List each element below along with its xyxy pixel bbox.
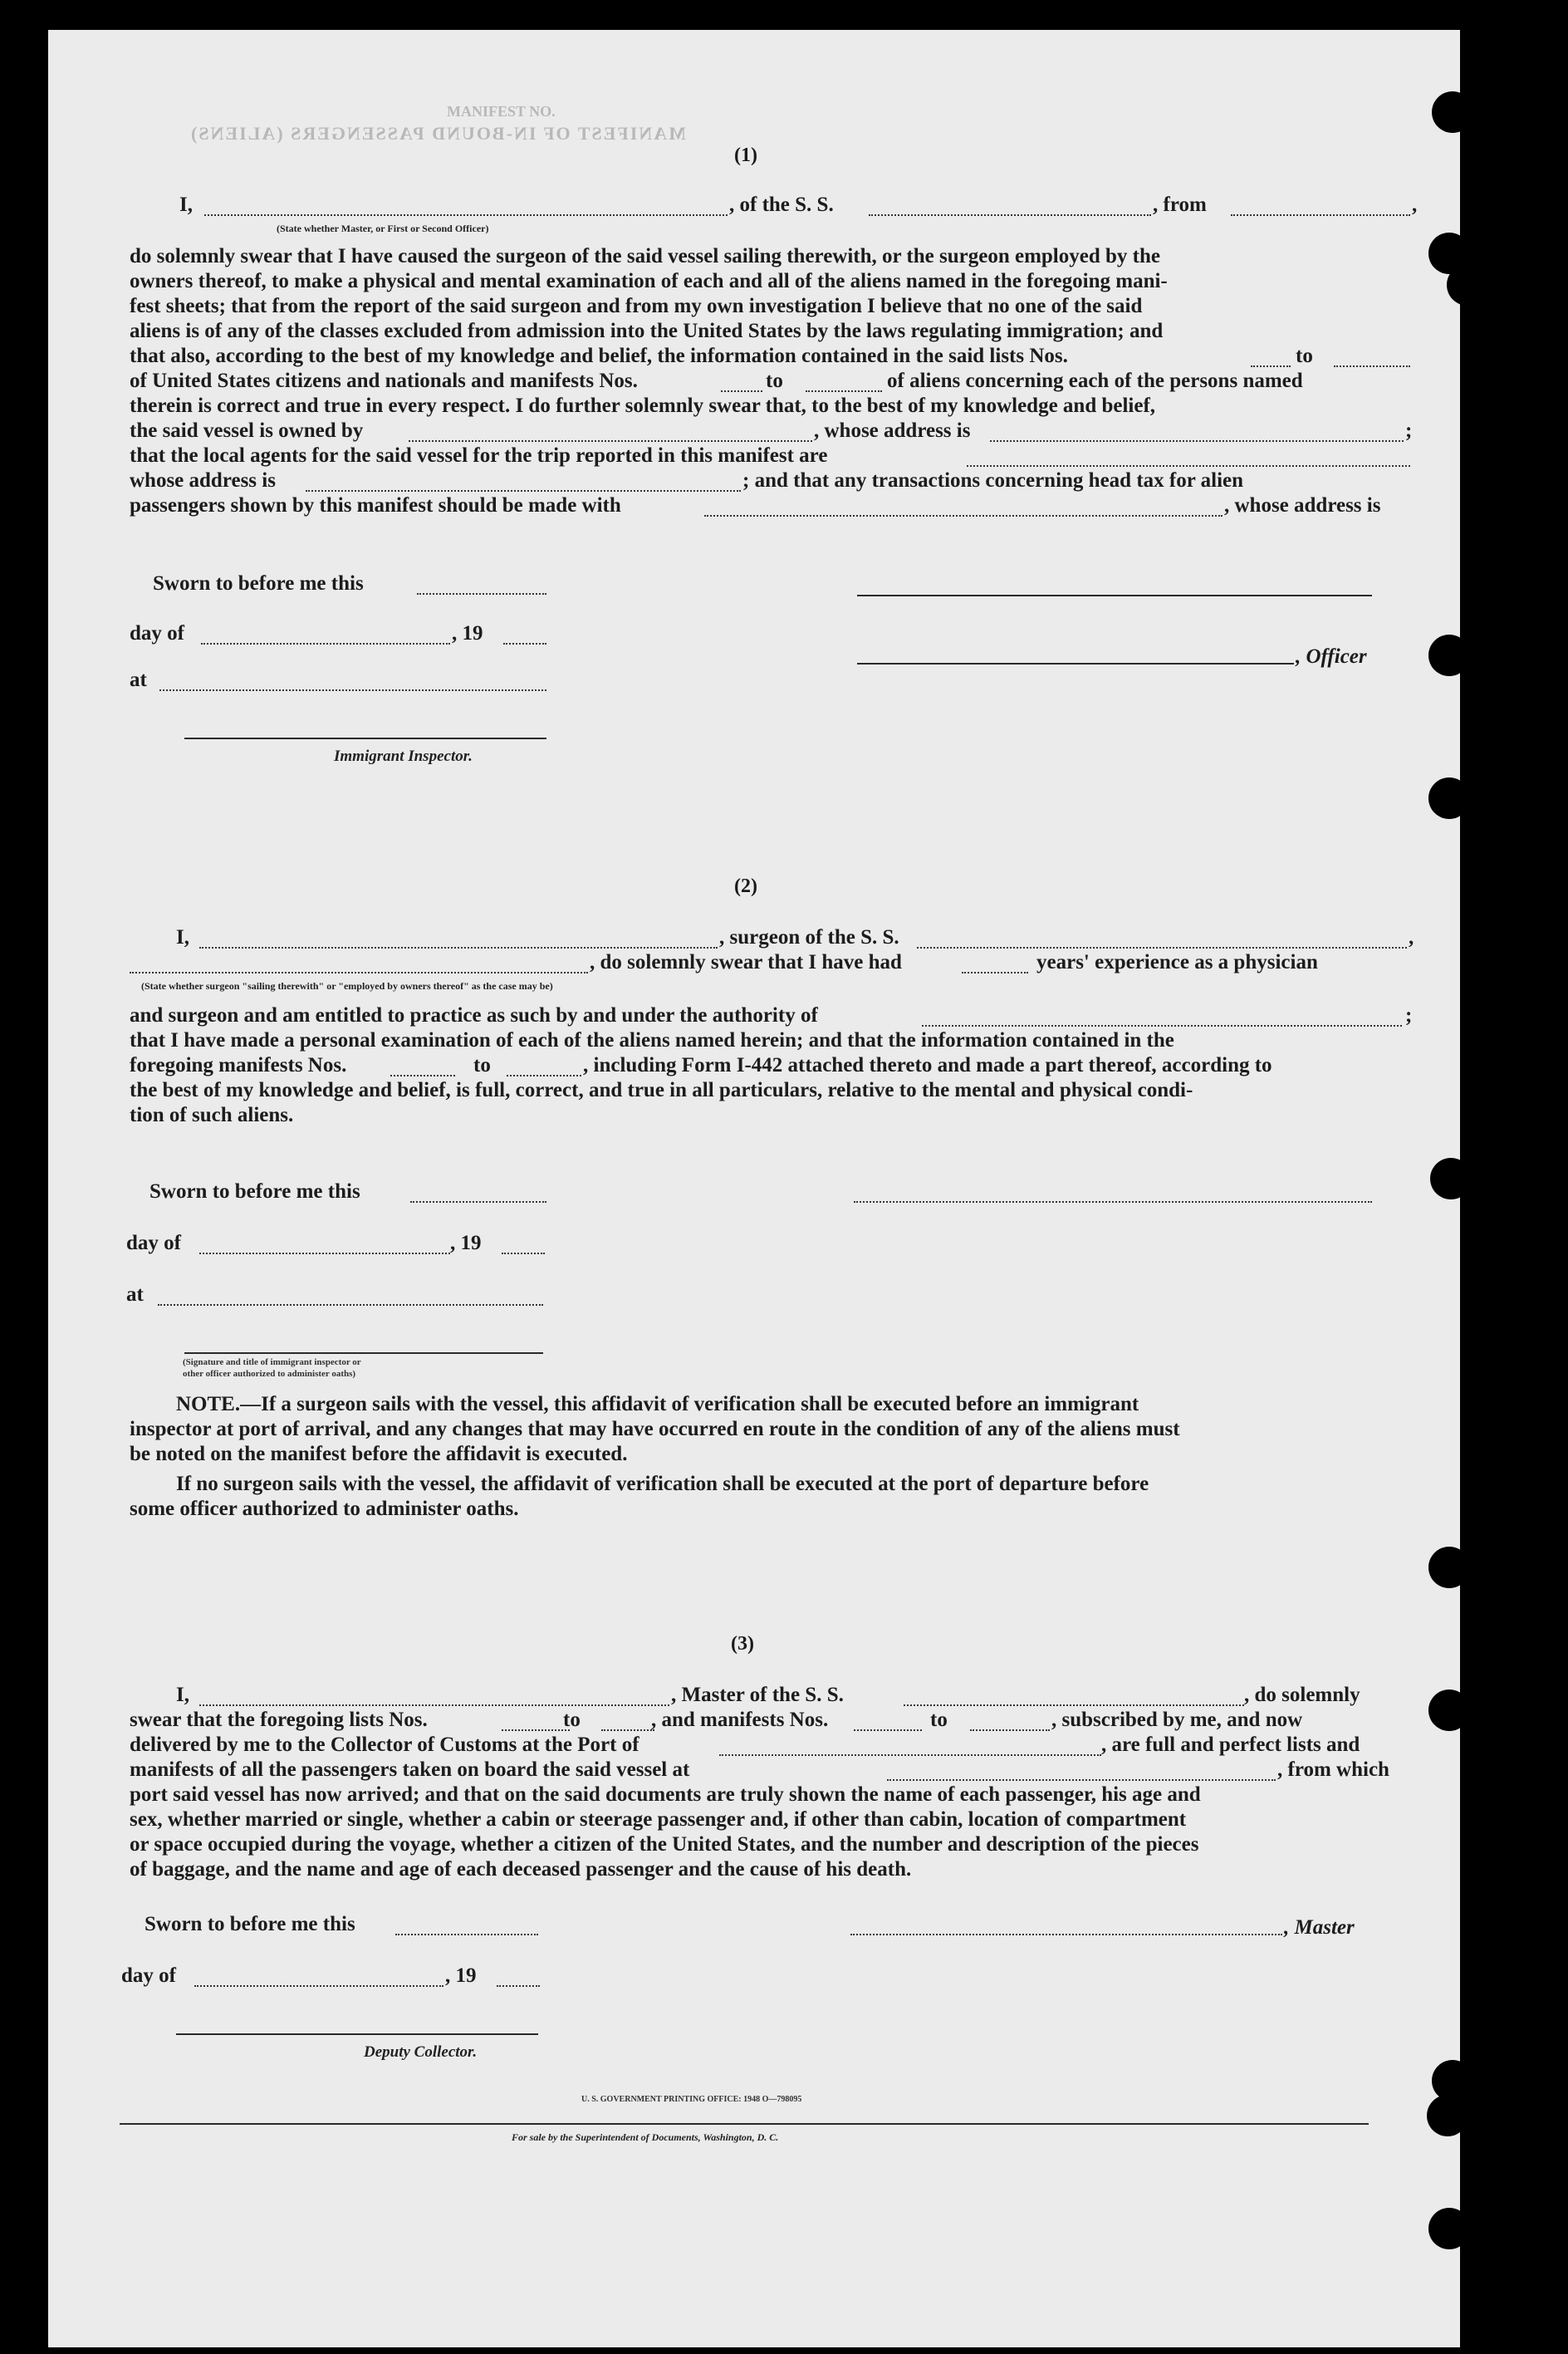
form-page	[48, 30, 1460, 2347]
s3-line1-end: , do solemnly	[1244, 1684, 1360, 1706]
s1-ship-name-field[interactable]	[869, 214, 1151, 216]
punch-hole-7	[1428, 1547, 1470, 1588]
s2-para-line3-end: , including Form I-442 attached thereto and made a part thereof, according to	[583, 1054, 1272, 1076]
s2-manifests-to-field[interactable]	[507, 1075, 581, 1076]
s2-line1-ship: , surgeon of the S. S.	[719, 926, 899, 949]
s2-line2-years: years' experience as a physician	[1036, 951, 1318, 973]
s3-line2-to2: to	[930, 1709, 948, 1731]
s3-line4-boarded: manifests of all the passengers taken on board the said vessel at	[130, 1758, 690, 1781]
s2-years-field[interactable]	[962, 972, 1028, 973]
s1-owner-field[interactable]	[409, 440, 812, 442]
s2-ship-name-field[interactable]	[917, 947, 1407, 949]
s3-day-field[interactable]	[194, 1985, 443, 1987]
s2-line2-swear: , do solemnly swear that I have had	[590, 951, 902, 973]
gpo-imprint: U. S. GOVERNMENT PRINTING OFFICE: 1948 O—798095	[581, 2095, 802, 2104]
s1-officer-hint: (State whether Master, or First or Second Officer)	[277, 223, 489, 234]
s2-note-line4: If no surgeon sails with the vessel, the affidavit of verification shall be executed at the port of departure before	[176, 1473, 1149, 1495]
s2-surgeon-hint: (State whether surgeon "sailing therewith" or "employed by owners thereof" as the case may be)	[141, 980, 553, 992]
s2-at-label: at	[126, 1283, 144, 1306]
s3-port-field[interactable]	[719, 1754, 1101, 1756]
sale-notice: For sale by the Superintendent of Documents, Washington, D. C.	[512, 2131, 779, 2143]
s3-deputy-signature-line[interactable]	[176, 2033, 538, 2035]
s1-para-line1: do solemnly swear that I have caused the surgeon of the said vessel sailing therewith, or the surgeon employed by the	[130, 245, 1160, 267]
punch-hole-8	[1428, 1689, 1470, 1731]
s1-inspector-signature-line[interactable]	[184, 738, 546, 739]
s1-sworn-date-field[interactable]	[417, 593, 546, 595]
s2-authority-field[interactable]	[922, 1025, 1402, 1027]
s1-para-line10: whose address is	[130, 469, 276, 492]
s2-note-line3: be noted on the manifest before the affidavit is executed.	[130, 1443, 628, 1465]
s2-day-field[interactable]	[199, 1253, 450, 1254]
s3-manifests-from-field[interactable]	[854, 1729, 922, 1731]
punch-hole-4	[1428, 635, 1470, 676]
s2-inspector-signature-line[interactable]	[184, 1352, 543, 1354]
s1-para-line11: passengers shown by this manifest should be made with	[130, 494, 621, 517]
s1-officer-name-field[interactable]	[204, 214, 728, 216]
s3-line1-i: I,	[176, 1684, 189, 1706]
s3-year-label: , 19	[445, 1964, 477, 1987]
s3-manifests-to-field[interactable]	[970, 1729, 1050, 1731]
s3-line4-end: , from which	[1277, 1758, 1389, 1781]
s1-at-label: at	[130, 669, 147, 691]
s2-year-label: , 19	[450, 1232, 482, 1254]
s1-line1-ship: , of the S. S.	[729, 194, 834, 216]
s3-line2-lists: swear that the foregoing lists Nos.	[130, 1709, 428, 1731]
s1-para-line6: of United States citizens and nationals and manifests Nos.	[130, 370, 638, 392]
s3-line3-port: delivered by me to the Collector of Customs at the Port of	[130, 1734, 639, 1756]
s3-day-of-label: day of	[121, 1964, 176, 1987]
s2-year-field[interactable]	[502, 1253, 545, 1254]
s1-from-field[interactable]	[1231, 214, 1410, 216]
s2-note-line5: some officer authorized to administer oaths.	[130, 1498, 519, 1520]
s1-para-line5: that also, according to the best of my knowledge and belief, the information contained in the said lists Nos.	[130, 345, 1068, 367]
s1-lists-to-field[interactable]	[1334, 365, 1410, 367]
s2-note-line2: inspector at port of arrival, and any changes that may have occurred en route in the condition of any of the aliens must	[130, 1418, 1180, 1440]
punch-hole-10	[1427, 2095, 1468, 2136]
s2-para-line3: foregoing manifests Nos.	[130, 1054, 347, 1076]
s2-sworn-label: Sworn to before me this	[149, 1180, 360, 1203]
s2-surgeon-name-field[interactable]	[199, 947, 718, 949]
s3-lists-from-field[interactable]	[502, 1729, 570, 1731]
section-1-number: (1)	[734, 145, 757, 166]
s1-para-line4: aliens is of any of the classes excluded from admission into the United States by the laws regulating immigration; and	[130, 320, 1164, 342]
s3-master-label: , Master	[1284, 1916, 1355, 1939]
s1-lists-from-field[interactable]	[1251, 365, 1291, 367]
s1-para-line11-end: , whose address is	[1224, 494, 1381, 517]
s2-para-line4: the best of my knowledge and belief, is full, correct, and true in all particulars, relative to the mental and physical condi-	[130, 1079, 1193, 1101]
s1-day-field[interactable]	[201, 643, 450, 645]
punch-hole-11	[1428, 2208, 1470, 2249]
s1-local-agents-field[interactable]	[967, 465, 1410, 467]
s2-signature-caption-2: other officer authorized to administer oaths)	[183, 1369, 356, 1379]
s1-para-line2: owners thereof, to make a physical and mental examination of each and all of the aliens named in the foregoing mani-	[130, 270, 1168, 292]
section-2-number: (2)	[734, 875, 757, 897]
s3-para-line8: of baggage, and the name and age of each deceased passenger and the cause of his death.	[130, 1858, 912, 1881]
s1-line1-from: , from	[1153, 194, 1207, 216]
s1-officer-label: , Officer	[1296, 645, 1367, 668]
s3-para-line6: sex, whether married or single, whether a cabin or steerage passenger and, if other than cabin, location of compartment	[130, 1808, 1187, 1831]
s1-agents-address-field[interactable]	[306, 490, 741, 492]
s1-head-tax-field[interactable]	[704, 515, 1223, 517]
s1-inspector-caption: Immigrant Inspector.	[334, 748, 473, 765]
s1-para-line8-end: ;	[1405, 419, 1413, 442]
s3-lists-to-field[interactable]	[601, 1729, 654, 1731]
s1-officer-signature-line-1[interactable]	[857, 595, 1372, 596]
s1-para-line8: the said vessel is owned by	[130, 419, 364, 442]
section-3-number: (3)	[731, 1633, 754, 1655]
punch-hole-3	[1447, 264, 1488, 306]
s3-line2-end: , subscribed by me, and now	[1051, 1709, 1303, 1731]
s1-officer-signature-line-2[interactable]	[857, 663, 1294, 665]
s1-line1-end: ,	[1412, 194, 1418, 216]
faint-header-line1: MANIFEST NO.	[447, 103, 556, 120]
s3-boarding-port-field[interactable]	[887, 1779, 1276, 1781]
s3-sworn-date-field[interactable]	[395, 1934, 538, 1935]
s1-owner-address-field[interactable]	[990, 440, 1404, 442]
faint-header-line2: MANIFEST OF IN-BOUND PASSENGERS (ALIENS)	[189, 123, 686, 144]
s1-para-line9: that the local agents for the said vessel for the trip reported in this manifest are	[130, 444, 828, 467]
s1-line1-i: I,	[179, 194, 193, 216]
s3-line3-end: , are full and perfect lists and	[1101, 1734, 1360, 1756]
s2-sworn-date-field[interactable]	[410, 1201, 546, 1203]
s1-manifests-to-field[interactable]	[806, 390, 882, 392]
s3-para-line7: or space occupied during the voyage, whether a citizen of the United States, and the number and description of the pieces	[130, 1833, 1199, 1856]
s3-master-signature-line[interactable]	[850, 1934, 1282, 1935]
s3-para-line5: port said vessel has now arrived; and that on the said documents are truly shown the name of each passenger, his age and	[130, 1783, 1201, 1806]
s1-para-line10-end: ; and that any transactions concerning head tax for alien	[742, 469, 1244, 492]
punch-hole-6	[1430, 1158, 1472, 1199]
s2-para-line1: and surgeon and am entitled to practice as such by and under the authority of	[130, 1004, 818, 1027]
s2-at-field[interactable]	[158, 1304, 543, 1306]
footer-rule	[120, 2123, 1369, 2125]
s1-para-line3: fest sheets; that from the report of the said surgeon and from my own investigation I believe that no one of the said	[130, 295, 1143, 317]
s3-line2-to1: to	[563, 1709, 581, 1731]
s2-surgeon-status-field[interactable]	[130, 972, 588, 973]
s2-note-line1: NOTE.—If a surgeon sails with the vessel, this affidavit of verification shall be executed before an immigrant	[176, 1393, 1139, 1415]
s2-para-line3-to: to	[473, 1054, 491, 1076]
s2-para-line5: tion of such aliens.	[130, 1104, 294, 1126]
s2-para-line2: that I have made a personal examination of each of the aliens named herein; and that the information contained in the	[130, 1029, 1174, 1052]
s1-para-line8-address: , whose address is	[814, 419, 971, 442]
s3-line2-manifests: , and manifests Nos.	[651, 1709, 829, 1731]
s1-day-of-label: day of	[130, 622, 184, 645]
s2-signature-caption-1: (Signature and title of immigrant inspector or	[183, 1357, 361, 1367]
s3-year-field[interactable]	[497, 1985, 540, 1987]
s2-surgeon-signature-line[interactable]	[854, 1201, 1372, 1203]
s1-at-field[interactable]	[159, 689, 546, 691]
s1-year-field[interactable]	[503, 643, 546, 645]
s1-para-line6-to: to	[766, 370, 783, 392]
s3-line1-ship: , Master of the S. S.	[671, 1684, 844, 1706]
s2-manifests-from-field[interactable]	[390, 1075, 455, 1076]
s2-line1-i: I,	[176, 926, 189, 949]
punch-hole-5	[1428, 777, 1470, 819]
s1-para-line6-end: of aliens concerning each of the persons named	[887, 370, 1303, 392]
punch-hole-1	[1432, 91, 1473, 133]
s1-para-line5-to: to	[1296, 345, 1313, 367]
s3-ship-name-field[interactable]	[904, 1704, 1244, 1706]
s3-sworn-label: Sworn to before me this	[145, 1913, 355, 1935]
s1-year-label: , 19	[452, 622, 483, 645]
s3-master-name-field[interactable]	[199, 1704, 669, 1706]
s3-deputy-caption: Deputy Collector.	[364, 2043, 478, 2061]
s1-manifests-from-field[interactable]	[721, 390, 762, 392]
s1-para-line7: therein is correct and true in every respect. I do further solemnly swear that, to the best of my knowledge and belief,	[130, 395, 1156, 417]
s2-para-line1-end: ;	[1405, 1004, 1413, 1027]
s2-line1-end: ,	[1409, 926, 1414, 949]
s1-sworn-label: Sworn to before me this	[153, 572, 364, 595]
s2-day-of-label: day of	[126, 1232, 181, 1254]
